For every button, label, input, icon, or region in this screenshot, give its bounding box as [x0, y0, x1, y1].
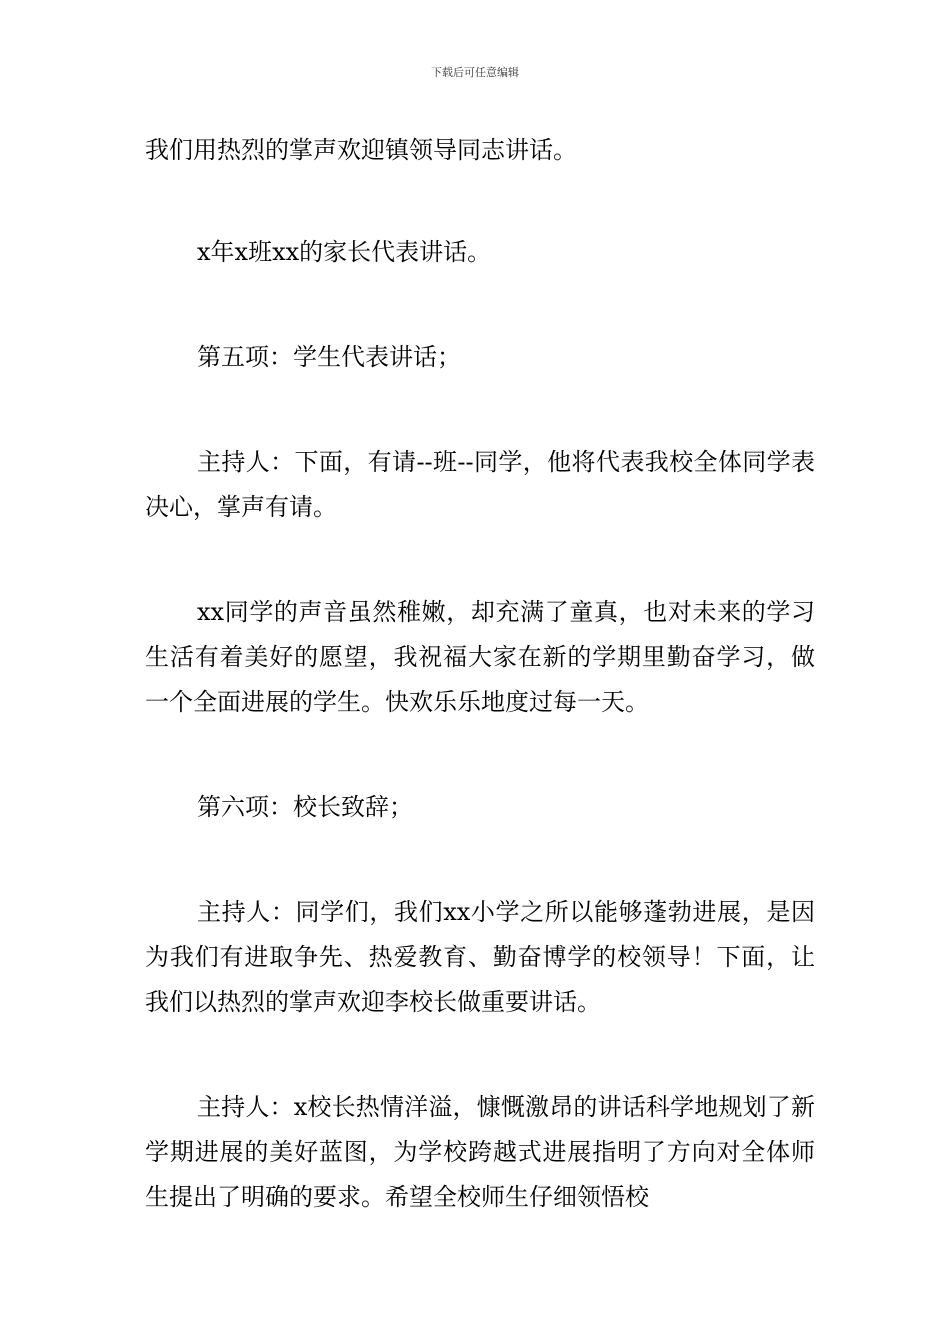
paragraph-6: 第六项：校长致辞； — [197, 793, 413, 821]
document-body — [145, 128, 815, 1220]
paragraph-2: x年x班xx的家长代表讲话。 — [197, 238, 492, 266]
paragraph-8: 主持人：x校长热情洋溢，慷慨激昂的讲话科学地规划了新学期进展的美好蓝图，为学校跨越式进展指明了方向对全体师生提出了明确的要求。希望全校师生仔细领悟校 — [145, 1093, 815, 1211]
paragraph-4: 主持人：下面，有请--班--同学，他将代表我校全体同学表决心，掌声有请。 — [145, 448, 815, 521]
paragraph-1: 我们用热烈的掌声欢迎镇领导同志讲话。 — [145, 136, 577, 164]
page-header: 下载后可任意编辑 — [431, 66, 519, 79]
paragraph-5: xx同学的声音虽然稚嫩，却充满了童真，也对未来的学习生活有着美好的愿望，我祝福大家在新的学期里勤奋学习，做一个全面进展的学生。快欢乐乐地度过每一天。 — [145, 598, 815, 716]
paragraph-3: 第五项：学生代表讲话； — [197, 343, 461, 371]
paragraph-7: 主持人：同学们，我们xx小学之所以能够蓬勃进展，是因为我们有进取争先、热爱教育、勤奋博学的校领导！下面，让我们以热烈的掌声欢迎李校长做重要讲话。 — [145, 898, 815, 1016]
